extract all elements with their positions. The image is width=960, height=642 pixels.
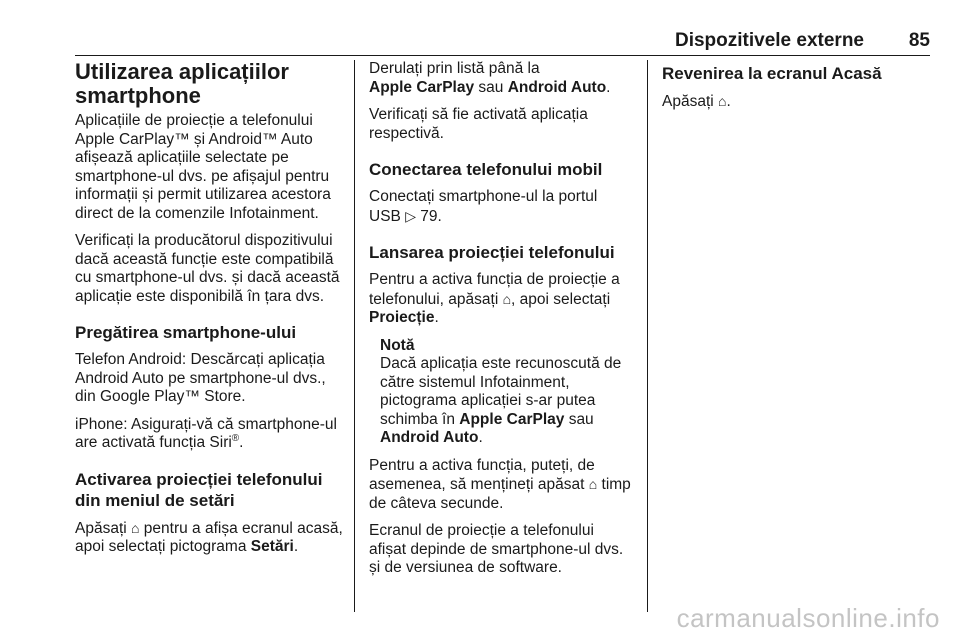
note-or: sau — [568, 410, 594, 428]
heading-connect-phone: Conectarea telefonului mobil — [369, 160, 603, 179]
hold-text: Pentru a activa funcția, puteți, de asemenea, să mențineți apăsat — [369, 456, 595, 493]
watermark: carmanualsonline.info — [676, 603, 940, 633]
note-end: . — [478, 429, 483, 446]
paragraph-press-home — [662, 92, 930, 112]
paragraph-hold — [369, 457, 633, 514]
paragraph-launch — [369, 271, 633, 328]
scroll-text: Derulați prin listă până la — [369, 60, 540, 77]
press-end: . — [726, 93, 731, 110]
home-icon: ⌂ — [588, 476, 598, 492]
page-reference-icon: ▷ — [405, 207, 416, 224]
heading-prepare-smartphone: Pregătirea smartphone-ului — [75, 323, 297, 342]
paragraph-scroll — [369, 60, 633, 97]
connect-text: Conectați smartphone-ul la portul USB — [369, 188, 598, 225]
registered-mark: ® — [231, 432, 240, 444]
android-auto-label: Android Auto — [507, 78, 607, 96]
note-apple-carplay: Apple CarPlay — [459, 410, 565, 428]
home-icon: ⌂ — [131, 519, 140, 536]
column-3 — [662, 60, 930, 121]
page-number: 85 — [908, 30, 930, 51]
header-title: Dispozitivele externe — [674, 30, 864, 51]
scroll-or: sau — [478, 78, 504, 96]
activate-press-text: Apăsați — [75, 519, 127, 537]
press-text: Apăsați — [662, 93, 714, 110]
note-box — [380, 337, 633, 448]
paragraph-activate — [75, 519, 343, 557]
scroll-end: . — [606, 78, 611, 96]
column-2 — [369, 60, 633, 587]
paragraph-iphone — [75, 416, 343, 453]
projection-label: Proiecție — [369, 309, 435, 326]
paragraph-verify-app: Verificați să fie activată aplicația respectivă. — [369, 106, 588, 142]
heading-activate-projection: Activarea proiecției telefonului din meniul de setări — [75, 469, 323, 510]
home-icon: ⌂ — [502, 290, 512, 307]
launch-text: Pentru a activa funcția de proiecție a telefonului, apăsați — [369, 271, 620, 308]
settings-label: Setări — [250, 538, 294, 555]
paragraph-verify-manufacturer: Verificați la producătorul dispozitivului dacă această funcție este compatibilă cu smartphone-ul dvs. și dacă această aplicație este disponibilă în țara dvs. — [75, 232, 340, 305]
paragraph-screen: Ecranul de proiecție a telefonului afișat depinde de smartphone-ul dvs. și de versiunea de software. — [369, 522, 624, 576]
hold-text-2: timp de câteva secunde. — [369, 476, 631, 512]
connect-ref: 79. — [420, 207, 442, 225]
note-android-auto: Android Auto — [380, 429, 479, 446]
page-header — [75, 30, 930, 56]
note-text: Dacă aplicația este recunoscută de către sistemul Infotainment, pictograma aplicației s-ar putea schimba în — [380, 355, 622, 428]
paragraph-connect — [369, 188, 633, 226]
note-label: Notă — [380, 336, 415, 354]
activate-end: . — [293, 538, 299, 555]
activate-rest-text: pentru a afișa ecranul acasă, apoi selectați pictograma — [75, 519, 343, 555]
home-icon: ⌂ — [718, 93, 727, 109]
column-divider-2 — [647, 60, 648, 612]
iphone-text: iPhone: Asigurați-vă că smartphone-ul are activată funcția Siri — [75, 415, 337, 451]
header-rule — [75, 55, 930, 56]
paragraph-android: Telefon Android: Descărcați aplicația Android Auto pe smartphone-ul dvs., din Google Play™ Store. — [75, 351, 326, 405]
paragraph-intro: Aplicațiile de proiecție a telefonului Apple CarPlay™ și Android™ Auto afișează aplicațiile selectate pe smartphone-ul dvs. pe afișajul pentru informații și permit utilizarea acestora direct de la comenzile Infotainment. — [75, 112, 331, 222]
heading-launch-projection: Lansarea proiecției telefonului — [369, 243, 615, 262]
heading-return-home: Revenirea la ecranul Acasă — [662, 64, 882, 83]
launch-text-2: , apoi selectați — [511, 290, 611, 308]
iphone-end: . — [239, 434, 244, 451]
column-1 — [75, 60, 343, 566]
column-divider-1 — [354, 60, 355, 612]
launch-end: . — [434, 309, 439, 326]
apple-carplay-label: Apple CarPlay — [369, 78, 475, 96]
section-title-smartphone-apps: Utilizarea aplicațiilor smartphone — [75, 59, 289, 108]
